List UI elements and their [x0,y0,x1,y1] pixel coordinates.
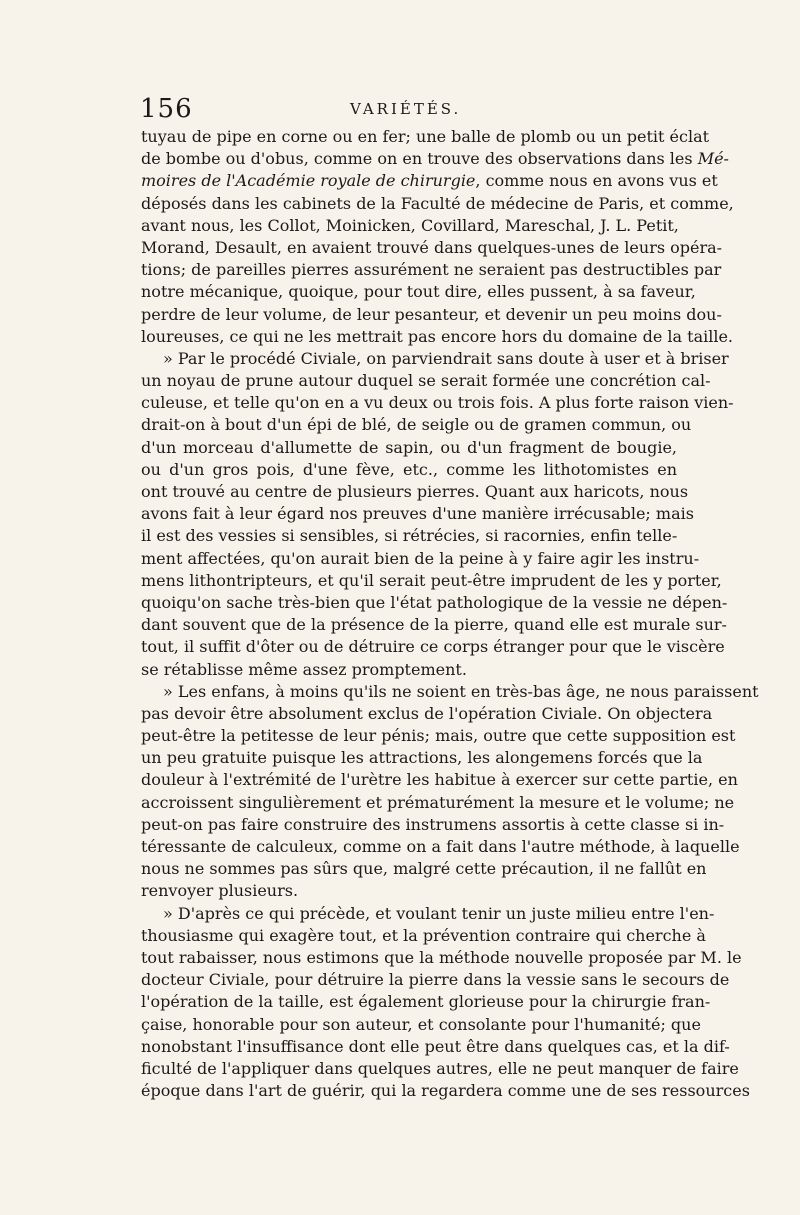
line-text: çaise, honorable pour son auteur, et consolante pour l'humanité; que [141,1014,701,1034]
text-line [141,947,742,969]
line-text: notre mécanique, quoique, pour tout dire, elles pussent, à sa faveur, [141,282,696,302]
text-line [141,348,729,370]
line-text: thousiasme qui exagère tout, et la prévention contraire qui cherche à [141,925,706,945]
text-line [141,370,711,392]
text-line [141,548,700,570]
text-line [141,792,735,814]
text-line [141,437,677,459]
line-text: culeuse, et telle qu'on en a vu deux ou trois fois. A plus forte raison vien- [141,393,734,413]
text-line [141,703,713,725]
text-line [141,459,677,481]
line-text: dant souvent que de la présence de la pierre, quand elle est murale sur- [141,615,727,635]
text-line [141,636,725,658]
text-line [141,481,689,503]
text-line [141,1014,701,1036]
line-text: il est des vessies si sensibles, si rétrécies, si racornies, enfin telle- [141,526,678,546]
line-text: drait-on à bout d'un épi de blé, de seigle ou de gramen commun, ou [141,415,692,435]
line-text: » Les enfans, à moins qu'ils ne soient en très-bas âge, ne nous paraissent [163,681,759,701]
line-text: de bombe ou d'obus, comme on en trouve des observations dans les [141,149,698,169]
page-header [140,94,680,124]
text-line [141,304,722,326]
running-head: VARIÉTÉS. [350,100,462,118]
text-line [141,991,711,1013]
text-line [141,170,718,192]
text-line [141,193,734,215]
line-text: avant nous, les Collot, Moinicken, Covillard, Mareschal, J. L. Petit, [141,215,679,235]
text-line [141,769,738,791]
line-text: perdre de leur volume, de leur pesanteur, et devenir un peu moins dou- [141,304,722,324]
line-text: accroissent singulièrement et prématurément la mesure et le volume; ne [141,792,735,812]
line-text: téressante de calculeux, comme on a fait dans l'autre méthode, à laquelle [141,837,740,856]
line-text: un noyau de prune autour duquel se serait formée une concrétion cal- [141,371,711,391]
line-text: l'opération de la taille, est également glorieuse pour la chirurgie fran- [141,992,711,1012]
text-line [141,858,707,880]
line-text: ou d'un gros pois, d'une fève, etc., comme les lithotomistes en [141,459,677,479]
text-line [141,925,706,947]
line-text: tuyau de pipe en corne ou en fer; une balle de plomb ou un petit éclat [141,127,710,146]
italic-text: moires de l'Académie royale de chirurgie [141,171,476,191]
text-line [141,969,730,991]
line-text: se rétablisse même assez promptement. [141,659,467,679]
text-line [141,525,677,547]
line-text: un peu gratuite puisque les attractions, les alongemens forcés que la [141,748,703,768]
body-text [141,126,759,1102]
line-text: avons fait à leur égard nos preuves d'une manière irrécusable; mais [141,504,694,524]
text-line [141,1080,750,1102]
text-line [141,237,723,259]
text-line [141,1036,730,1058]
line-text: mens lithontripteurs, et qu'il serait peut-être imprudent de les y porter, [141,570,722,590]
text-line [141,903,715,925]
line-text: renvoyer plusieurs. [141,881,299,901]
text-line [141,259,722,281]
line-text: » Par le procédé Civiale, on parviendrait sans doute à user et à briser [163,348,729,368]
line-text: nonobstant l'insuffisance dont elle peut être dans quelques cas, et la dif- [141,1036,730,1056]
line-text: nous ne sommes pas sûrs que, malgré cette précaution, il ne fallût en [141,859,707,879]
text-line [141,503,694,525]
line-text: époque dans l'art de guérir, qui la regardera comme une de ses ressources [141,1081,750,1101]
text-line [141,148,729,170]
italic-text: Mé- [697,149,729,169]
text-line [141,836,740,858]
line-text: peut-on pas faire construire des instrumens assortis à cette classe si in- [141,814,725,834]
text-line [141,392,734,414]
line-text: Morand, Desault, en avaient trouvé dans quelques-unes de leurs opéra- [141,237,723,257]
line-text: ment affectées, qu'on aurait bien de la peine à y faire agir les instru- [141,548,700,568]
text-line [141,126,710,148]
line-text: tout rabaisser, nous estimons que la méthode nouvelle proposée par M. le [141,947,742,967]
line-text: déposés dans les cabinets de la Faculté de médecine de Paris, et comme, [141,193,734,213]
text-line [141,880,677,902]
text-line [141,681,759,703]
text-line [141,747,703,769]
line-text: quoiqu'on sache très-bien que l'état pathologique de la vessie ne dépen- [141,592,728,612]
line-text: ont trouvé au centre de plusieurs pierres. Quant aux haricots, nous [141,482,689,501]
text-line [141,592,728,614]
line-text: d'un morceau d'allumette de sapin, ou d'un fragment de bougie, [141,437,677,457]
text-line [141,814,725,836]
text-line [141,614,727,636]
text-line [141,281,696,303]
line-text: pas devoir être absolument exclus de l'opération Civiale. On objectera [141,703,713,723]
text-line [141,1058,739,1080]
page-number: 156 [140,94,193,124]
line-text: » D'après ce qui précède, et voulant tenir un juste milieu entre l'en- [163,903,715,923]
line-text: ficulté de l'appliquer dans quelques autres, elle ne peut manquer de faire [141,1058,739,1078]
text-line [141,725,736,747]
text-line [141,326,734,348]
line-text: tions; de pareilles pierres assurément ne seraient pas destructibles par [141,260,722,280]
text-line [141,570,722,592]
line-text: tout, il suffit d'ôter ou de détruire ce corps étranger pour que le viscère [141,637,725,657]
text-line [141,659,677,681]
line-text: douleur à l'extrémité de l'urètre les habitue à exercer sur cette partie, en [141,770,738,790]
line-text: docteur Civiale, pour détruire la pierre dans la vessie sans le secours de [141,970,730,990]
line-text: peut-être la petitesse de leur pénis; mais, outre que cette supposition est [141,726,736,746]
line-text: , comme nous en avons vus et [475,171,718,191]
line-text: loureuses, ce qui ne les mettrait pas encore hors du domaine de la taille. [141,326,734,346]
text-line [141,215,677,237]
text-line [141,414,692,436]
